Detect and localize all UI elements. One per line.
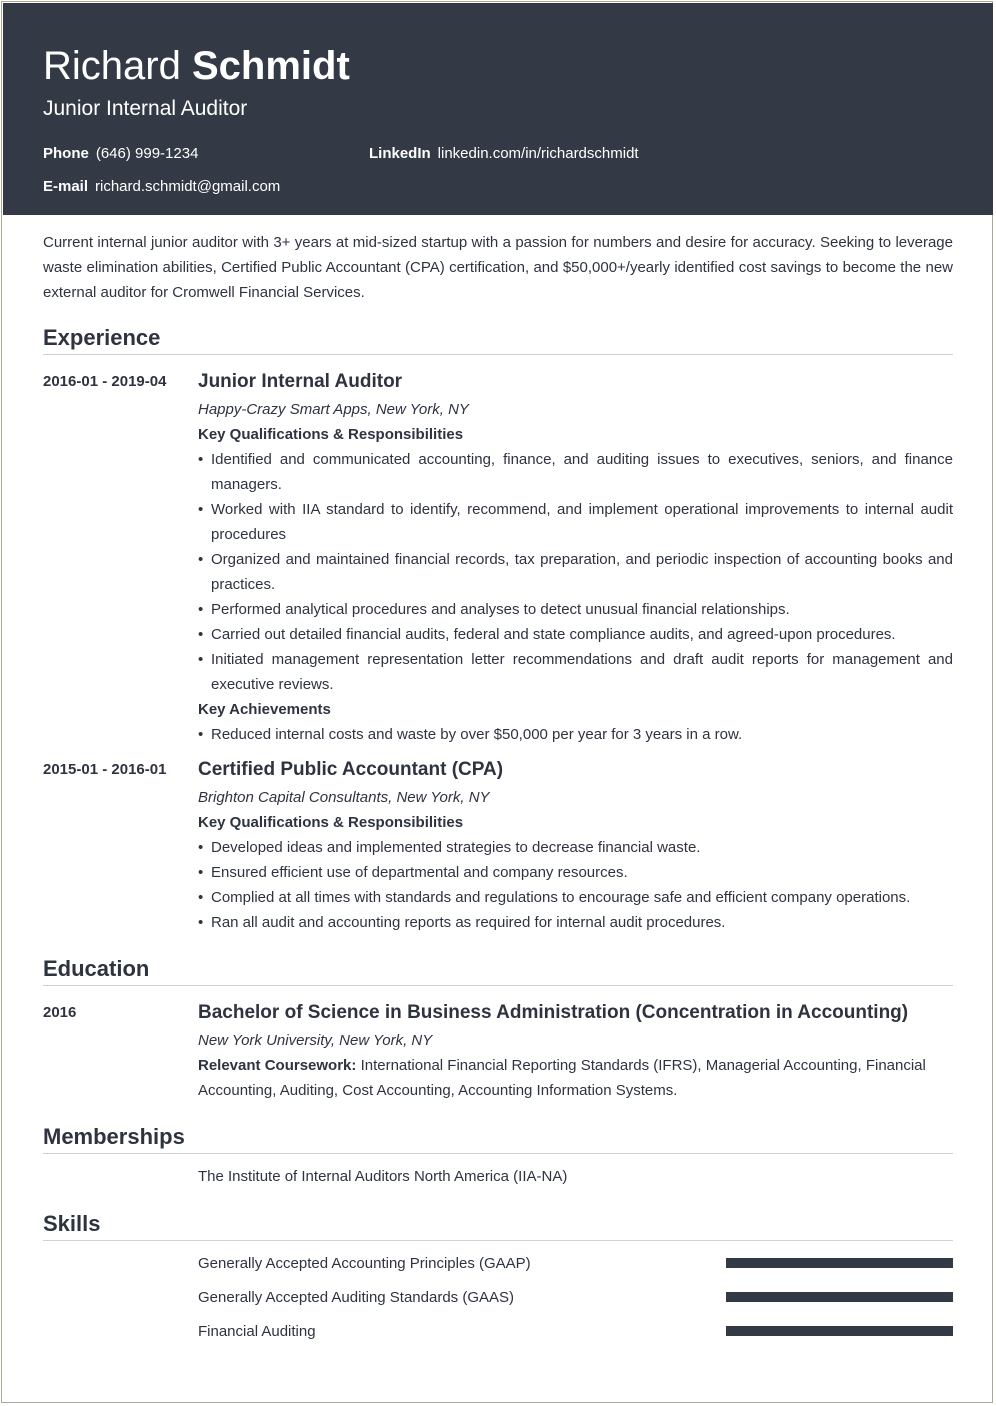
entry-position: Certified Public Accountant (CPA) (198, 759, 504, 780)
list-item: • Complied at all times with standards and regulations to encourage safe and efficient company operations. (198, 885, 953, 910)
entry-date: 2016-01 - 2019-04 (43, 373, 167, 390)
email-label: E-mail (43, 178, 89, 195)
skill-row (43, 1280, 953, 1314)
skills-list (43, 1246, 953, 1348)
linkedin-label: LinkedIn (369, 145, 431, 162)
skill-name: Financial Auditing (198, 1322, 316, 1340)
skill-level-fill (726, 1292, 953, 1302)
education-school: New York University, New York, NY (198, 1032, 433, 1049)
contact-phone (43, 144, 198, 164)
first-name: Richard (43, 44, 181, 88)
section-title-education: Education (43, 955, 953, 986)
skill-level-fill (726, 1258, 953, 1268)
last-name: Schmidt (191, 44, 350, 88)
achievements-heading: Key Achievements (198, 701, 331, 718)
email-link[interactable]: richard.schmidt@gmail.com (95, 178, 281, 195)
candidate-name (43, 43, 350, 89)
contact-linkedin (369, 144, 639, 164)
education-entry (43, 999, 953, 1103)
skill-name: Generally Accepted Auditing Standards (GAAS) (198, 1288, 515, 1306)
qualifications-heading: Key Qualifications & Responsibilities (198, 426, 464, 443)
skill-level-bar (726, 1292, 953, 1302)
list-item: • Carried out detailed financial audits, federal and state compliance audits, and agreed-upon procedures. (198, 622, 953, 647)
resume-body (43, 230, 953, 1348)
entry-body (198, 756, 953, 935)
skill-level-bar (726, 1326, 953, 1336)
phone-label: Phone (43, 145, 89, 162)
list-item: • Initiated management representation letter recommendations and draft audit reports for management and executive reviews. (198, 647, 953, 697)
skill-level-fill (726, 1326, 953, 1336)
qualifications-heading: Key Qualifications & Responsibilities (198, 814, 464, 831)
achievement-list (198, 722, 953, 747)
coursework (198, 1053, 953, 1103)
list-item: • Performed analytical procedures and analyses to detect unusual financial relationships. (198, 597, 953, 622)
section-title-skills: Skills (43, 1210, 953, 1241)
section-title-experience: Experience (43, 324, 953, 355)
entry-date: 2015-01 - 2016-01 (43, 761, 167, 778)
section-title-memberships: Memberships (43, 1123, 953, 1154)
entry-body (198, 999, 953, 1103)
skill-level-bar (726, 1258, 953, 1268)
education-year: 2016 (43, 1004, 77, 1021)
list-item: • Worked with IIA standard to identify, recommend, and implement operational improvements to internal audit procedures (198, 497, 953, 547)
phone-value[interactable]: (646) 999-1234 (95, 145, 199, 162)
coursework-text: International Financial Reporting Standards (IFRS), Managerial Accounting, Financial Accounting, Auditing, Cost Accounting, Accounting Information Systems. (198, 1057, 926, 1099)
membership-item: The Institute of Internal Auditors North America (IIA-NA) (198, 1168, 568, 1185)
entry-position: Junior Internal Auditor (198, 371, 403, 392)
resume-header (3, 3, 993, 215)
contact-email (43, 177, 280, 197)
experience-entry (43, 756, 953, 935)
linkedin-link[interactable]: linkedin.com/in/richardschmidt (437, 145, 639, 162)
responsibility-list (198, 447, 953, 697)
skill-row (43, 1314, 953, 1348)
list-item: • Developed ideas and implemented strategies to decrease financial waste. (198, 835, 953, 860)
list-item: • Organized and maintained financial records, tax preparation, and periodic inspection of accounting books and practices. (198, 547, 953, 597)
job-title: Junior Internal Auditor (43, 97, 248, 120)
entry-body (198, 368, 953, 747)
entry-company: Happy-Crazy Smart Apps, New York, NY (198, 401, 469, 418)
entry-company: Brighton Capital Consultants, New York, NY (198, 789, 490, 806)
education-degree: Bachelor of Science in Business Administration (Concentration in Accounting) (198, 1002, 909, 1023)
experience-entry (43, 368, 953, 747)
coursework-label: Relevant Coursework: (198, 1057, 357, 1074)
responsibility-list (198, 835, 953, 935)
skill-row (43, 1246, 953, 1280)
list-item: • Identified and communicated accounting, finance, and auditing issues to executives, seniors, and finance managers. (198, 447, 953, 497)
skill-name: Generally Accepted Accounting Principles (GAAP) (198, 1254, 531, 1272)
list-item: • Reduced internal costs and waste by over $50,000 per year for 3 years in a row. (198, 722, 953, 747)
list-item: • Ran all audit and accounting reports as required for internal audit procedures. (198, 910, 953, 935)
summary: Current internal junior auditor with 3+ years at mid-sized startup with a passion for numbers and desire for accuracy. Seeking to leverage waste elimination abilities, Certified Public Accountant (CPA) certification, and $50,000+/yearly identified cost savings to become the new external auditor for Cromwell Financial Services. (43, 234, 953, 301)
list-item: • Ensured efficient use of departmental and company resources. (198, 860, 953, 885)
